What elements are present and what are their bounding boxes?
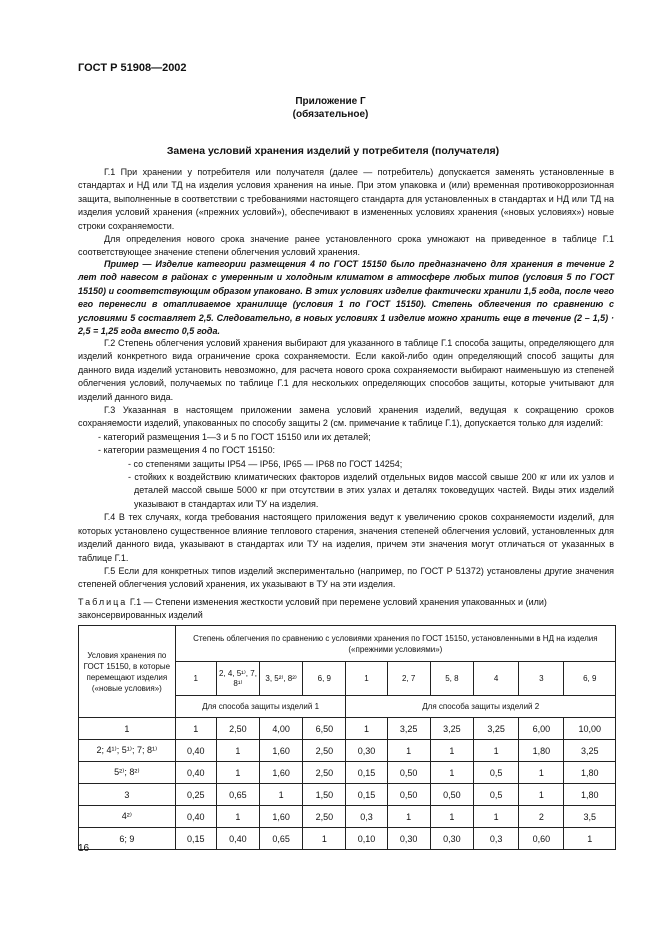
row-header-cell: Условия хранения по ГОСТ 15150, в которые перемещают изделия («новые условия») <box>79 626 176 718</box>
table-cell: 0,10 <box>346 828 387 850</box>
table-cell: 10,00 <box>564 718 616 740</box>
col-head: 4 <box>473 662 518 696</box>
row-label: 2; 4¹⁾; 5¹⁾; 7; 8¹⁾ <box>79 740 176 762</box>
table-cell: 3,25 <box>430 718 473 740</box>
table-row <box>79 740 616 762</box>
document-header: ГОСТ Р 51908—2002 <box>78 62 187 74</box>
col-head: 3, 5²⁾, 8²⁾ <box>260 662 303 696</box>
table-cell: 0,30 <box>387 828 430 850</box>
body-text-block-2 <box>78 337 614 592</box>
paragraph-g1: Г.1 При хранении у потребителя или получателя (далее — потребитель) допускается заменять установленные в стандартах и НД или ТД на изделия условия хранения на иные. При этом упаковка и (или) временная противокоррозионная защита, выполненные в соответствии с требованиями настоящего стандарта для установленных в стандартах и НД или ТД на изделия условий хранения («прежних условий»), обеспечивают в измененных условиях хранения («новых условиях») новые строки сохраняемости. <box>78 167 614 231</box>
paragraph-example: Пример — Изделие категории размещения 4 по ГОСТ 15150 было предназначено для хранения в течение 2 лет под навесом в районах с умеренным и холодным климатом в атмосфере любых типов (условия 5 по ГОСТ 15150) и соответствующим образом упаковано. В этих условиях изделие фактически хранили 1,5 года, после чего его перенесли в отапливаемое хранилище (условия 1 по ГОСТ 15150). Степень облегчения по сравнению с условиями 5 составляет 2,5. Следовательно, в новых условиях 1 изделие можно хранить еще в течение (2 – 1,5) · 2,5 = 1,25 года вместо 0,5 года. <box>78 259 614 337</box>
table-row <box>79 762 616 784</box>
table-cell: 1 <box>473 740 518 762</box>
row-label: 5²⁾; 8²⁾ <box>79 762 176 784</box>
example-paragraph <box>78 258 614 338</box>
table-cell: 1 <box>519 784 564 806</box>
table-cell: 1,60 <box>260 806 303 828</box>
row-label: 4²⁾ <box>79 806 176 828</box>
table-caption-label: Таблица <box>78 597 128 607</box>
list-item: - категорий размещения 1—3 и 5 по ГОСТ 15150 или их деталей; <box>98 431 371 442</box>
row-label: 6; 9 <box>79 828 176 850</box>
table-cell: 0,25 <box>175 784 216 806</box>
row-label: 3 <box>79 784 176 806</box>
page-number: 16 <box>78 843 90 854</box>
table-cell: 1 <box>216 762 259 784</box>
table-cell: 2,50 <box>303 740 346 762</box>
table-cell: 0,15 <box>346 784 387 806</box>
appendix-title: Приложение Г <box>295 96 366 107</box>
table-cell: 1,60 <box>260 762 303 784</box>
table-cell: 1 <box>216 806 259 828</box>
table-cell: 1,60 <box>260 740 303 762</box>
paragraph-g1b: Для определения нового срока значение ранее установленного срока умножают на приведенное в таблице Г.1 соответствующее значение степени облегчения условий хранения. <box>78 234 614 258</box>
storage-conditions-table <box>78 625 616 850</box>
list-item: - стойких к воздействию климатических факторов изделий отдельных видов массой свыше 200 кг или их узлов и деталей массой свыше 5000 кг при отсутствии в этих узлах и деталях токоведущих частей. Виды этих изделий указывают в стандартах или ТУ на изделия. <box>128 472 614 509</box>
table-row <box>79 828 616 850</box>
table-cell: 6,50 <box>303 718 346 740</box>
table-cell: 1 <box>303 828 346 850</box>
table-row <box>79 718 616 740</box>
col-head: 6, 9 <box>564 662 616 696</box>
table-cell: 0,50 <box>387 762 430 784</box>
col-head: 1 <box>346 662 387 696</box>
table-cell: 0,40 <box>216 828 259 850</box>
col-head: 2, 4, 5¹⁾, 7, 8¹⁾ <box>216 662 259 696</box>
table-cell: 0,50 <box>430 784 473 806</box>
table-cell: 2,50 <box>216 718 259 740</box>
table-cell: 0,65 <box>216 784 259 806</box>
table-cell: 3,5 <box>564 806 616 828</box>
table-cell: 1,80 <box>519 740 564 762</box>
table-cell: 0,3 <box>473 828 518 850</box>
section-title: Замена условий хранения изделий у потребителя (получателя) <box>166 145 500 157</box>
table-cell: 0,40 <box>175 740 216 762</box>
table-cell: 0,30 <box>430 828 473 850</box>
group-header-1: Для способа защиты изделий 1 <box>175 696 346 718</box>
table-caption-text: Г.1 — Степени изменения жесткости условий при перемене условий хранения упакованных и (или) законсервированных изделий <box>78 597 547 620</box>
table-cell: 1,80 <box>564 762 616 784</box>
body-text-block-1 <box>78 166 614 260</box>
table-cell: 2 <box>519 806 564 828</box>
paragraph-g5: Г.5 Если для конкретных типов изделий экспериментально (например, по ГОСТ Р 51372) установлены другие значения степеней облегчения условий хранения, их указывают в ТУ на эти изделия. <box>78 565 614 590</box>
table-cell: 4,00 <box>260 718 303 740</box>
table-cell: 1 <box>346 718 387 740</box>
paragraph-g4: Г.4 В тех случаях, когда требования настоящего приложения ведут к увеличению сроков сохраняемости изделий, для которых установлено существенное влияние теплового старения, значения степеней облегчения условий, установленных для изделий данного вида, указывают в стандартах или ТУ на изделия, причем эти значения могут отличаться от указанных в таблице Г.1. <box>78 512 614 563</box>
row-label: 1 <box>79 718 176 740</box>
table-cell: 1 <box>430 740 473 762</box>
table-cell: 0,60 <box>519 828 564 850</box>
col-head: 1 <box>175 662 216 696</box>
col-head: 5, 8 <box>430 662 473 696</box>
table-cell: 0,3 <box>346 806 387 828</box>
col-head: 3 <box>519 662 564 696</box>
table-cell: 0,5 <box>473 762 518 784</box>
table-cell: 3,25 <box>387 718 430 740</box>
paragraph-g2: Г.2 Степень облегчения условий хранения выбирают для указанного в таблице Г.1 способа защиты, определяющего для изделий конкретного вида ограничение срока сохраняемости. Если какой-либо один определяющий способ защиты для данного вида изделий установить невозможно, для расчета нового срока сохраняемости выбирают наименьшую из степеней облегчения условий, получаемых по таблице Г.1 для нескольких определяющих способов защиты, которые учитывают для изделий данного вида. <box>78 338 614 402</box>
table-cell: 0,40 <box>175 806 216 828</box>
table-row <box>79 784 616 806</box>
table-row <box>79 806 616 828</box>
col-head: 6, 9 <box>303 662 346 696</box>
table-cell: 6,00 <box>519 718 564 740</box>
group-header-2: Для способа защиты изделий 2 <box>346 696 616 718</box>
appendix-subtitle: (обязательное) <box>292 109 369 120</box>
table-cell: 0,40 <box>175 762 216 784</box>
table-cell: 1 <box>430 762 473 784</box>
table-cell: 0,50 <box>387 784 430 806</box>
table-cell: 1,50 <box>303 784 346 806</box>
table-cell: 1 <box>473 806 518 828</box>
table-cell: 2,50 <box>303 762 346 784</box>
table-cell: 0,5 <box>473 784 518 806</box>
table-cell: 0,15 <box>175 828 216 850</box>
table-cell: 0,30 <box>346 740 387 762</box>
table-cell: 3,25 <box>473 718 518 740</box>
table-cell: 2,50 <box>303 806 346 828</box>
top-header-cell: Степень облегчения по сравнению с условиями хранения по ГОСТ 15150, установленными в НД на изделия («прежними условиями») <box>175 626 615 662</box>
table-cell: 0,15 <box>346 762 387 784</box>
col-head: 2, 7 <box>387 662 430 696</box>
table-cell: 1 <box>387 806 430 828</box>
list-item: - со степенями защиты IP54 — IP56, IP65 — IP68 по ГОСТ 14254; <box>128 458 403 469</box>
table-cell: 1 <box>216 740 259 762</box>
table-caption <box>78 596 618 622</box>
list-item: - категории размещения 4 по ГОСТ 15150: <box>98 445 276 456</box>
paragraph-g3: Г.3 Указанная в настоящем приложении замена условий хранения изделий, ведущая к сокращению сроков сохраняемости изделий, упакованных по способу защиты 2 (см. примечание к таблице Г.1), допускается только для изделий: <box>78 405 614 429</box>
table-cell: 1 <box>387 740 430 762</box>
table-cell: 1,80 <box>564 784 616 806</box>
table-cell: 0,65 <box>260 828 303 850</box>
table-cell: 3,25 <box>564 740 616 762</box>
table-cell: 1 <box>519 762 564 784</box>
table-cell: 1 <box>564 828 616 850</box>
table-cell: 1 <box>260 784 303 806</box>
table-cell: 1 <box>430 806 473 828</box>
table-cell: 1 <box>175 718 216 740</box>
